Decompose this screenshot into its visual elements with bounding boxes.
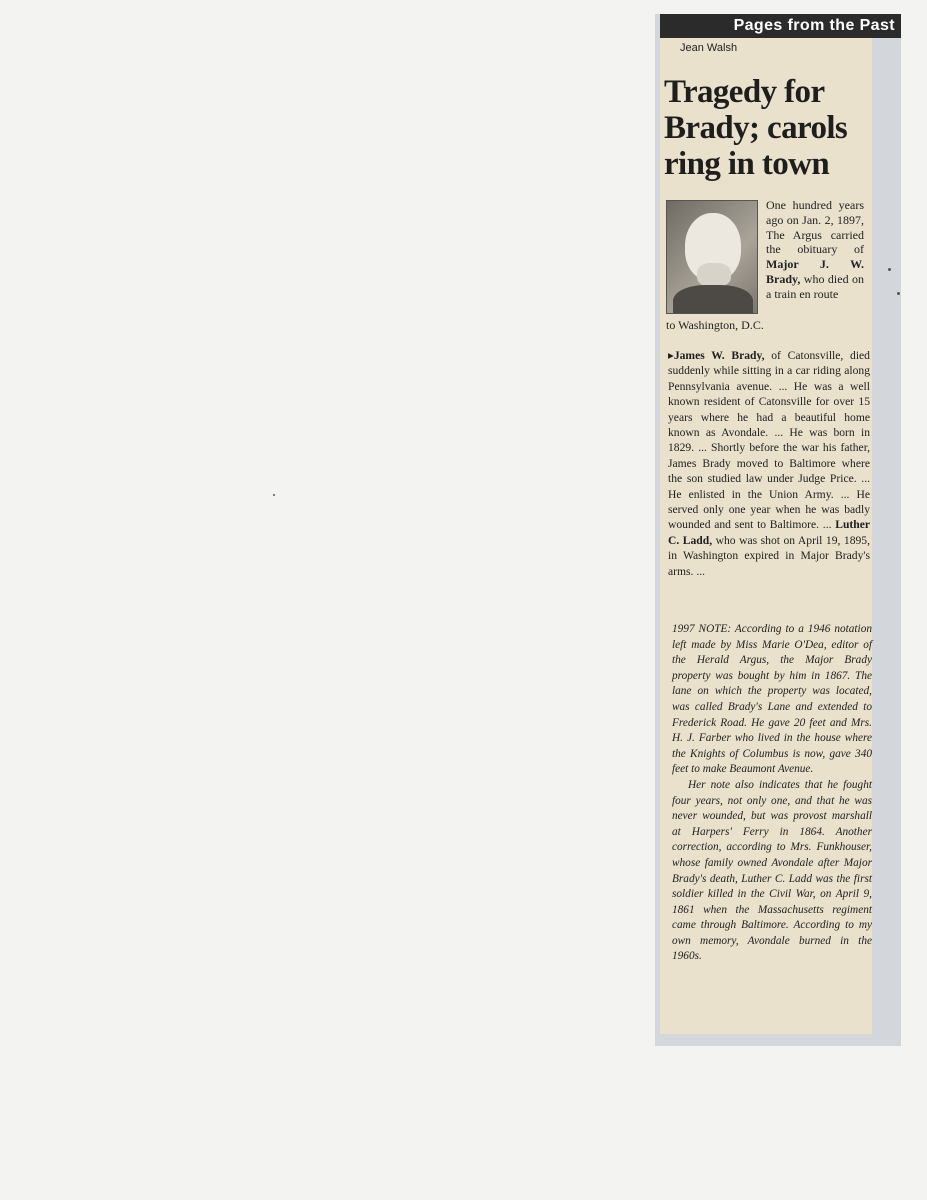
section-banner: Pages from the Past xyxy=(660,14,901,38)
article-name-2: Luther C. Ladd, xyxy=(668,518,870,547)
bullet-arrow-icon: ▸ xyxy=(668,349,674,362)
intro-after: who died on a train en route xyxy=(766,271,865,301)
scan-speck xyxy=(888,268,891,271)
scan-speck xyxy=(273,494,275,496)
article-part-1: of Catonsville, died suddenly while sitting in a car riding along Pennsylvania avenue. ... He was a well known resident of Catonsville for over 15 years where he had a beautiful home known as Avondale. ... He was born in 1829. ... Shortly before the war his father, James Brady moved to Baltimore where the son studied law under Judge Price. ... He enlisted in the Union Army. ... He served only one year when he was badly wounded and sent to Baltimore. ... xyxy=(668,349,870,532)
portrait-photo xyxy=(666,200,758,314)
intro-name: Major J. W. Brady, xyxy=(766,257,864,286)
headline: Tragedy for Brady; carols ring in town xyxy=(664,74,848,182)
note-paragraph-1: 1997 NOTE: According to a 1946 notation left made by Miss Marie O'Dea, editor of the Herald Argus, the Major Brady property was bought by him in 1867. The lane on which the property was located, was called Brady's Lane and extended to Frederick Road. He gave 20 feet and Mrs. H. J. Farber who lived in the house where the Knights of Columbus is now, gave 340 feet to make Beaumont Avenue. xyxy=(672,623,872,776)
scan-speck xyxy=(897,292,900,295)
byline: Jean Walsh xyxy=(680,42,738,54)
article-lead-name: James W. Brady, xyxy=(673,349,765,362)
editor-note xyxy=(672,622,872,965)
article-body xyxy=(668,348,870,579)
intro-tail: to Washington, D.C. xyxy=(666,318,764,332)
note-paragraph-2: Her note also indicates that he fought four years, not only one, and that he was never wounded, but was provost marshall at Harpers' Ferry in 1864. Another correction, according to Mrs. Funkhouser, whose family owned Avondale after Major Brady's death, Luther C. Ladd was the first soldier killed in the Civil War, on April 9, 1861 when the Massachusetts regiment came through Baltimore. According to my own memory, Avondale burned in the 1960s. xyxy=(672,778,872,963)
article-part-2: who was shot on April 19, 1895, in Washington expired in Major Brady's arms. ... xyxy=(668,533,870,578)
intro-paragraph xyxy=(766,198,864,302)
intro-text: One hundred years ago on Jan. 2, 1897, The Argus carried the obituary of xyxy=(766,198,864,257)
